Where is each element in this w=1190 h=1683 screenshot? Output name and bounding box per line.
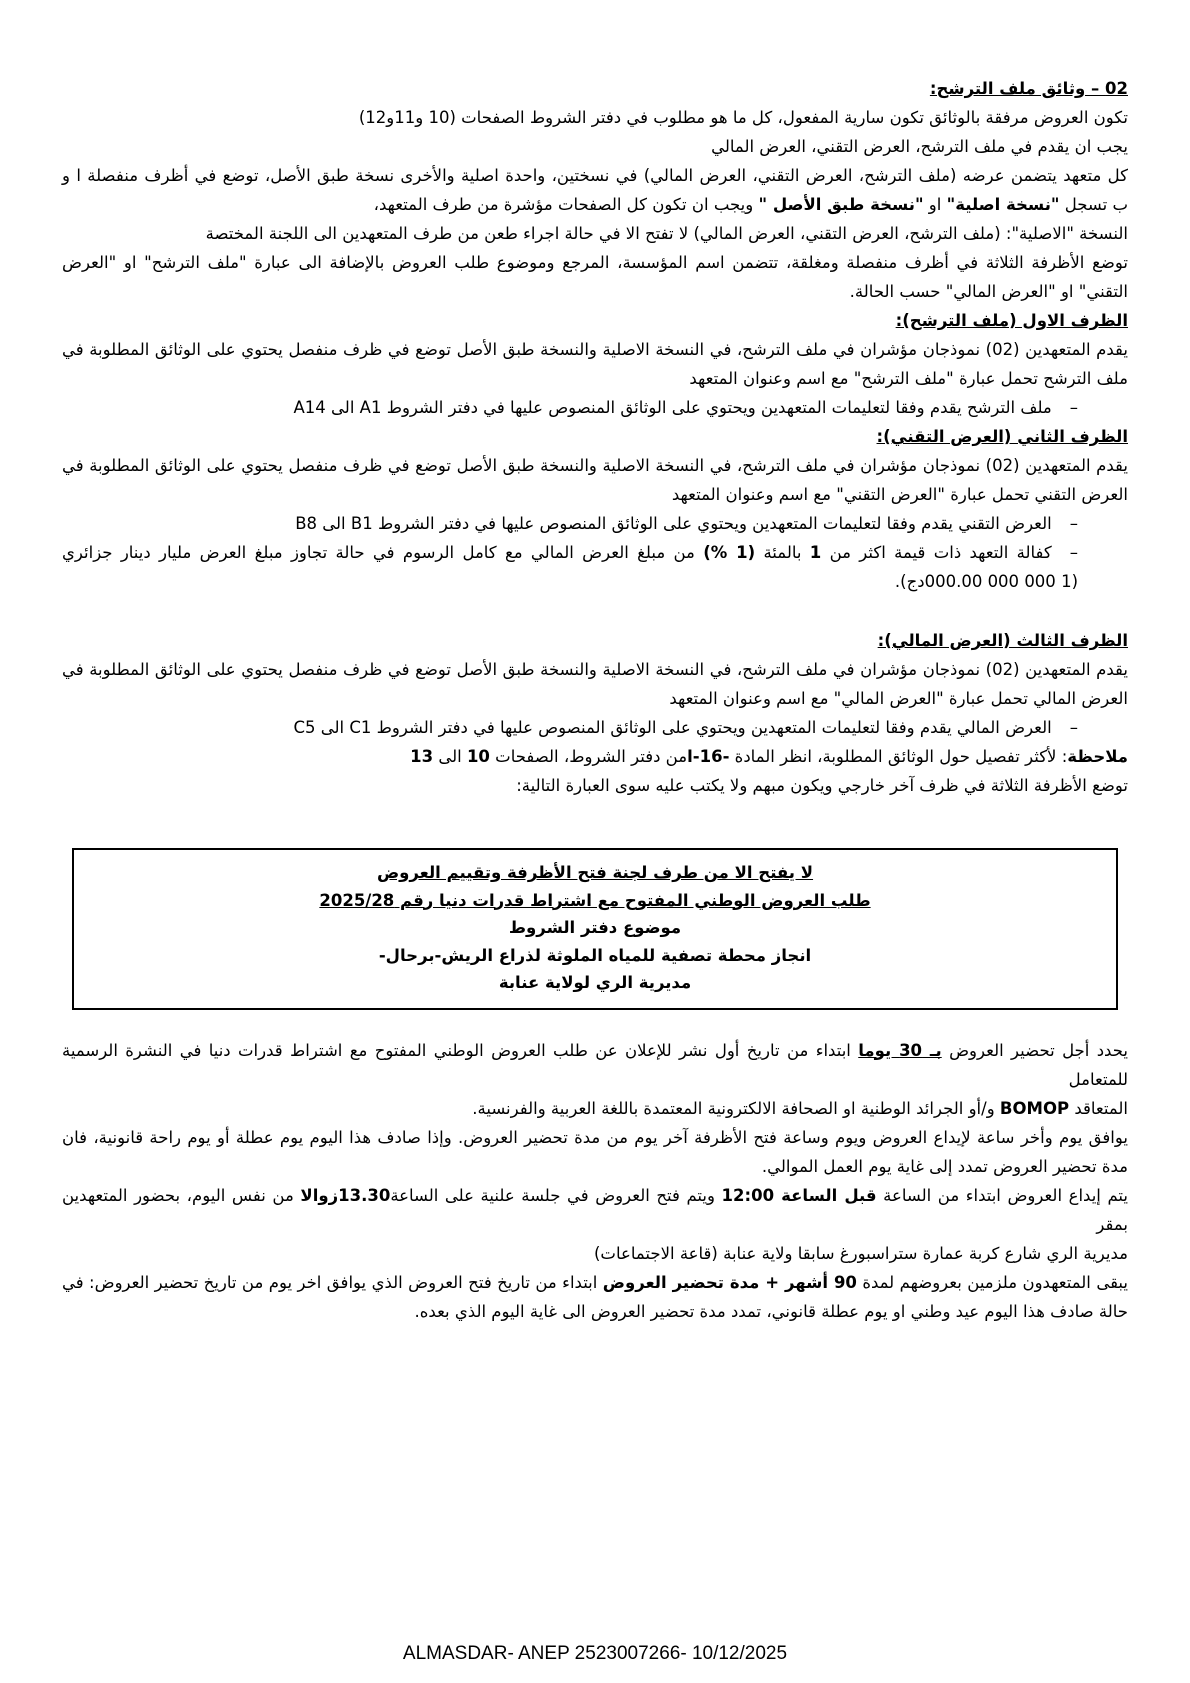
spacer [62, 1010, 1128, 1036]
text-segment: "نسخة اصلية" [946, 195, 1060, 214]
text-segment: مدة تحضير العروض تمدد إلى غاية يوم العمل الموالي. [761, 1156, 1128, 1176]
paragraph-line [62, 1181, 1128, 1239]
section-heading [62, 626, 1128, 655]
text-segment: العرض التقني تحمل عبارة "العرض التقني" مع اسم وعنوان المتعهد [671, 485, 1128, 504]
text-segment: (1 000 000 000.00دج). [894, 572, 1078, 591]
paragraph-line [62, 190, 1128, 219]
text-segment: "نسخة طبق الأصل " [758, 195, 924, 214]
bullet-text [294, 393, 1052, 422]
text-segment: توضع الأظرفة الثلاثة في أظرف منفصلة ومغلقة، تتضمن اسم المؤسسة، المرجع وموضوع طلب العروض بالإضافة الى عبارة "ملف الترشح" او "العرض [62, 253, 1128, 272]
text-segment: العرض التقني يقدم وفقا لتعليمات المتعهدين ويحتوي على الوثائق المنصوص عليها في دفتر الشروط B1 الى B8 [295, 514, 1052, 533]
paragraph-line [62, 219, 1128, 248]
text-segment: ابتداء من تاريخ فتح العروض الذي يوافق اخر يوم من تاريخ تحضير العروض: في [62, 1272, 603, 1292]
bullet-text [294, 713, 1052, 742]
paragraph-line [62, 480, 1128, 509]
text-segment: بـ 30 يوما [858, 1040, 942, 1060]
text-segment: (1 %) [703, 543, 756, 562]
section-heading [62, 74, 1128, 103]
notice-box-line [86, 859, 1104, 887]
paragraph-line [62, 1036, 1128, 1094]
paragraph-line [62, 248, 1128, 277]
text-segment: 02 – وثائق ملف الترشح: [929, 79, 1128, 98]
text-segment: ويتم فتح العروض في جلسة علنية على الساعة [390, 1185, 722, 1205]
bullet-item [62, 393, 1128, 422]
text-segment: العرض المالي يقدم وفقا لتعليمات المتعهدين ويحتوي على الوثائق المنصوص عليها في دفتر الشروط C1 الى C5 [293, 718, 1052, 737]
text-segment: من دفتر الشروط، الصفحات [489, 747, 688, 766]
text-segment: كفالة التعهد ذات قيمة اكثر من [821, 543, 1052, 562]
text-segment: مديرية الري لولاية عنابة [498, 973, 692, 992]
text-segment: قبل الساعة 12:00 [721, 1185, 877, 1205]
text-segment: من نفس اليوم، بحضور المتعهدين بمقر [62, 1185, 1128, 1234]
bullet-text [62, 538, 1052, 567]
text-segment: الظرف الاول (ملف الترشح): [895, 311, 1128, 330]
paragraph-line [62, 103, 1128, 132]
text-segment: BOMOP [999, 1098, 1070, 1118]
text-segment: 13 [410, 747, 434, 766]
text-segment: العرض المالي تحمل عبارة "العرض المالي" مع اسم وعنوان المتعهد [669, 689, 1128, 708]
text-segment: يقدم المتعهدين (02) نموذجان مؤشران في ملف الترشح، في النسخة الاصلية والنسخة طبق الأصل توضع في ظرف منفصل يحتوي على الوثائق المطلوبة في [62, 340, 1128, 359]
text-segment: الى [433, 747, 467, 766]
paragraph-line [62, 161, 1128, 190]
text-segment: : لأكثر تفصيل حول الوثائق المطلوبة، انظر المادة [729, 747, 1068, 766]
notice-box-line [86, 887, 1104, 915]
bullet-text [295, 509, 1052, 538]
paragraph-line [62, 335, 1128, 364]
text-segment: -16-ا [687, 747, 730, 766]
text-segment: لا يفتح الا من طرف لجنة فتح الأظرفة وتقييم العروض [376, 863, 814, 882]
paragraph-line [62, 277, 1128, 306]
text-segment: الظرف الثالث (العرض المالي): [877, 631, 1128, 650]
paragraph-line [62, 1123, 1128, 1152]
spacer [62, 596, 1128, 626]
text-segment: ملف الترشح تحمل عبارة "ملف الترشح" مع اسم وعنوان المتعهد [689, 369, 1128, 388]
text-segment: يقدم المتعهدين (02) نموذجان مؤشران في ملف الترشح، في النسخة الاصلية والنسخة طبق الأصل توضع في ظرف منفصل يحتوي على الوثائق المطلوبة في [62, 456, 1128, 475]
text-segment: بالمئة [755, 543, 810, 562]
paragraph-line [62, 771, 1128, 800]
text-segment: ابتداء من تاريخ أول نشر للإعلان عن طلب العروض الوطني المفتوح مع اشتراط قدرات دنيا في النشرة الرسمية للمتعامل [62, 1040, 1128, 1089]
bullet-item [62, 509, 1128, 538]
text-segment: يحدد أجل تحضير العروض [941, 1040, 1128, 1060]
notice-box-line [86, 969, 1104, 997]
paragraph-line [62, 1094, 1128, 1123]
bullet-item [62, 713, 1128, 742]
page-footer: ALMASDAR- ANEP 2523007266- 10/12/2025 [402, 1643, 788, 1664]
text-segment: يوافق يوم وأخر ساعة لإيداع العروض ويوم وساعة فتح الأظرفة آخر يوم من مدة تحضير العروض. وإذا صادف هذا اليوم يوم عطلة أو يوم راحة قانونية، فان [62, 1127, 1128, 1147]
paragraph-line [62, 132, 1128, 161]
text-segment: ب تسجل [1059, 195, 1128, 214]
bullet-continuation [62, 567, 1128, 596]
paragraph-line [62, 364, 1128, 393]
text-segment: المتعاقد [1069, 1098, 1128, 1118]
text-segment: حالة صادف هذا اليوم عيد وطني او يوم عطلة قانوني، تمدد مدة تحضير العروض الى غاية اليوم الذي بعده. [414, 1301, 1128, 1321]
paragraph-line [62, 742, 1128, 771]
notice-box-line [86, 914, 1104, 942]
document-body [62, 74, 1128, 1326]
text-segment: يتم إيداع العروض ابتداء من الساعة [876, 1185, 1128, 1205]
text-segment: من مبلغ العرض المالي مع كامل الرسوم في حالة تجاوز مبلغ العرض مليار دينار جزائري [62, 543, 704, 562]
text-segment: تكون العروض مرفقة بالوثائق تكون سارية المفعول، كل ما هو مطلوب في دفتر الشروط الصفحات (10 و11و12) [358, 108, 1128, 127]
text-segment: مديرية الري شارع كربة عمارة ستراسبورغ سابقا ولاية عنابة (قاعة الاجتماعات) [594, 1243, 1128, 1263]
text-segment: يبقى المتعهدون ملزمين بعروضهم لمدة [856, 1272, 1128, 1292]
text-segment: توضع الأظرفة الثلاثة في ظرف آخر خارجي ويكون مبهم ولا يكتب عليه سوى العبارة التالية: [516, 776, 1128, 795]
text-segment: الظرف الثاني (العرض التقني): [876, 427, 1128, 446]
section-heading [62, 306, 1128, 335]
text-segment: 1 [809, 543, 822, 562]
text-segment: ملاحظة [1067, 747, 1128, 766]
text-segment: و/أو الجرائد الوطنية او الصحافة الالكترونية المعتمدة باللغة العربية والفرنسية. [472, 1098, 1000, 1118]
bullet-dash-icon: – [1069, 514, 1078, 533]
text-segment: النسخة "الاصلية": (ملف الترشح، العرض التقني، العرض المالي) لا تفتح الا في حالة اجراء طعن من طرف المتعهدين الى اللجنة المختصة [205, 224, 1128, 243]
notice-box [72, 848, 1118, 1010]
text-segment: 10 [466, 747, 490, 766]
bullet-dash-icon: – [1069, 543, 1078, 562]
text-segment: ويجب ان تكون كل الصفحات مؤشرة من طرف المتعهد، [373, 195, 759, 214]
bullet-item [62, 538, 1128, 567]
paragraph-line [62, 1297, 1128, 1326]
bullet-dash-icon: – [1069, 718, 1078, 737]
paragraph-line [62, 684, 1128, 713]
text-segment: 13.30زوالا [300, 1185, 391, 1205]
text-segment: كل متعهد يتضمن عرضه (ملف الترشح، العرض التقني، العرض المالي) في نسختين، واحدة اصلية والأخرى نسخة طبق الأصل، توضع في أظرف منفصلة ا و [62, 166, 1128, 185]
text-segment: التقني" او "العرض المالي" حسب الحالة. [849, 282, 1128, 301]
paragraph-line [62, 1152, 1128, 1181]
section-heading [62, 422, 1128, 451]
text-segment: او [923, 195, 947, 214]
text-segment: يجب ان يقدم في ملف الترشح، العرض التقني، العرض المالي [711, 137, 1128, 156]
spacer [62, 800, 1128, 848]
bullet-dash-icon: – [1069, 398, 1078, 417]
paragraph-line [62, 451, 1128, 480]
text-segment: طلب العروض الوطني المفتوح مع اشتراط قدرات دنيا رقم 2025/28 [319, 890, 871, 910]
text-segment: يقدم المتعهدين (02) نموذجان مؤشران في ملف الترشح، في النسخة الاصلية والنسخة طبق الأصل توضع في ظرف منفصل يحتوي على الوثائق المطلوبة في [62, 660, 1128, 679]
text-segment: موضوع دفتر الشروط [508, 918, 682, 937]
paragraph-line [62, 1268, 1128, 1297]
paragraph-line [62, 1239, 1128, 1268]
notice-box-line [86, 942, 1104, 970]
text-segment: ملف الترشح يقدم وفقا لتعليمات المتعهدين ويحتوي على الوثائق المنصوص عليها في دفتر الشروط A1 الى A14 [293, 398, 1052, 417]
text-segment: 90 أشهر + مدة تحضير العروض [602, 1272, 857, 1292]
paragraph-line [62, 655, 1128, 684]
text-segment: انجاز محطة تصفية للمياه الملوثة لذراع الريش-برحال- [378, 945, 812, 965]
